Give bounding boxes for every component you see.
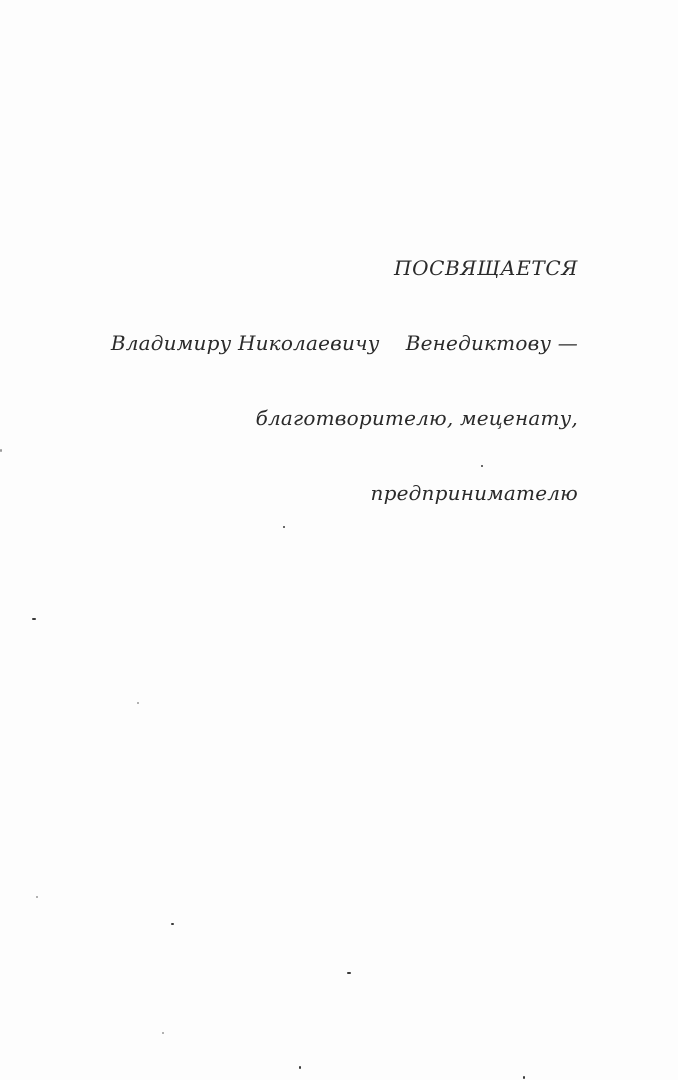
scan-speck	[137, 702, 139, 704]
dedication-line-recipient: Владимиру Николаевичу Венедиктову —	[110, 331, 578, 355]
scan-speck	[481, 465, 483, 467]
scan-speck	[36, 896, 38, 898]
scan-speck	[523, 1076, 525, 1079]
scan-speck	[0, 449, 2, 452]
scan-speck	[283, 526, 285, 528]
scan-speck	[347, 972, 351, 974]
dedication-heading: ПОСВЯЩАЕТСЯ	[394, 256, 578, 280]
scan-speck	[32, 618, 36, 620]
scan-speck	[299, 1066, 301, 1069]
dedication-line-epithets: благотворителю, меценату,	[255, 406, 578, 430]
scan-speck	[162, 1032, 164, 1034]
scan-speck	[171, 923, 174, 925]
dedication-line-epithets-2: предпринимателю	[370, 481, 578, 505]
dedication-block	[111, 206, 578, 556]
